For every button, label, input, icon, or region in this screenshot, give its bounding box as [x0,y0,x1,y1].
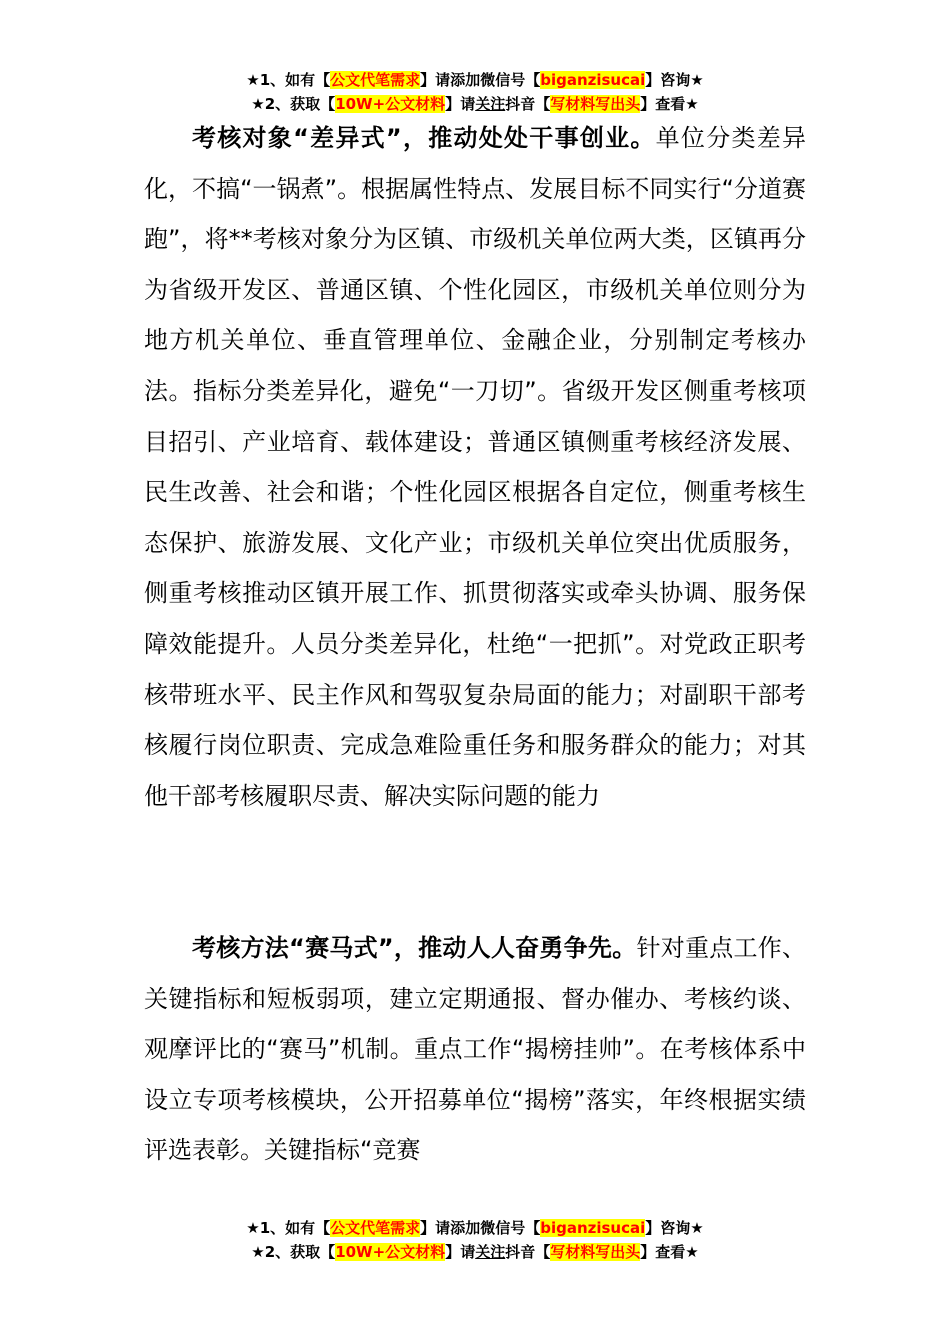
banner-line-1 [0,68,950,92]
banner-highlight-account: 写材料写出头 [550,1243,641,1261]
banner-line-1 [0,1216,950,1240]
banner-highlight-materials: 10W+公文材料 [335,95,446,113]
banner-highlight-service: 公文代笔需求 [330,71,421,89]
banner-highlight-service: 公文代笔需求 [330,1219,421,1237]
banner-line-1-mid: 】请添 [420,71,466,89]
banner-line-2-follow: 关注 [475,95,506,113]
paragraph-body: 针对重点工作、关键指标和短板弱项，建立定期通报、督办催办、考核约谈、观摩评比的“赛马”机制。重点工作“揭榜挂帅”。在考核体系中设立专项考核模块，公开招募单位“揭榜”落实，年终根据实绩评选表彰。关键指标“竞赛 [144,934,807,1165]
footer-banner [0,1216,950,1264]
banner-line-1-mid-bold: 加 [465,71,481,89]
banner-line-1-mid2: 微信号【 [480,71,541,89]
banner-line-1-mid2: 微信号【 [480,1219,541,1237]
banner-line-1-prefix: ★1、如有【 [246,1219,331,1237]
banner-line-2-mid: 】请 [445,95,476,113]
banner-line-2 [0,1240,950,1264]
banner-highlight-materials: 10W+公文材料 [335,1243,446,1261]
banner-line-1-suffix: 】咨询★ [645,71,704,89]
paragraph-lead: 考核对象“差异式”，推动处处干事创业。 [192,124,656,152]
banner-line-2-prefix: ★2、获取【 [251,95,336,113]
banner-line-1-prefix: ★1、如有【 [246,71,331,89]
paragraph-body: 单位分类差异化，不搞“一锅煮”。根据属性特点、发展目标不同实行“分道赛跑”，将**考核对象分为区镇、市级机关单位两大类，区镇再分为省级开发区、普通区镇、个性化园区，市级机关单位则分为地方机关单位、垂直管理单位、金融企业，分别制定考核办法。指标分类差异化，避免“一刀切”。省级开发区侧重考核项目招引、产业培育、载体建设；普通区镇侧重考核经济发展、民生改善、社会和谐；个性化园区根据各自定位，侧重考核生态保护、旅游发展、文化产业；市级机关单位突出优质服务，侧重考核推动区镇开展工作、抓贯彻落实或牵头协调、服务保障效能提升。人员分类差异化，杜绝“一把抓”。对党政正职考核带班水平、民主作风和驾驭复杂局面的能力；对副职干部考核履行岗位职责、完成急难险重任务和服务群众的能力；对其他干部考核履职尽责、解决实际问题的能力 [144,124,807,810]
banner-line-2-follow: 关注 [475,1243,506,1261]
banner-line-1-mid: 】请添 [420,1219,466,1237]
paragraph-lead: 考核方法“赛马式”，推动人人奋勇争先。 [192,934,637,962]
banner-line-2-mid2: 抖音【 [505,1243,551,1261]
banner-highlight-wechat-id: biganzisucai [540,71,646,89]
banner-line-2-prefix: ★2、获取【 [251,1243,336,1261]
banner-line-2-mid: 】请 [445,1243,476,1261]
banner-highlight-wechat-id: biganzisucai [540,1219,646,1237]
paragraph-assessment-targets [144,113,806,821]
banner-line-2-suffix: 】查看★ [640,95,699,113]
header-banner [0,68,950,116]
paragraph-assessment-methods [144,923,806,1176]
banner-line-1-mid-bold: 加 [465,1219,481,1237]
banner-line-1-suffix: 】咨询★ [645,1219,704,1237]
banner-line-2-suffix: 】查看★ [640,1243,699,1261]
banner-highlight-account: 写材料写出头 [550,95,641,113]
banner-line-2-mid2: 抖音【 [505,95,551,113]
